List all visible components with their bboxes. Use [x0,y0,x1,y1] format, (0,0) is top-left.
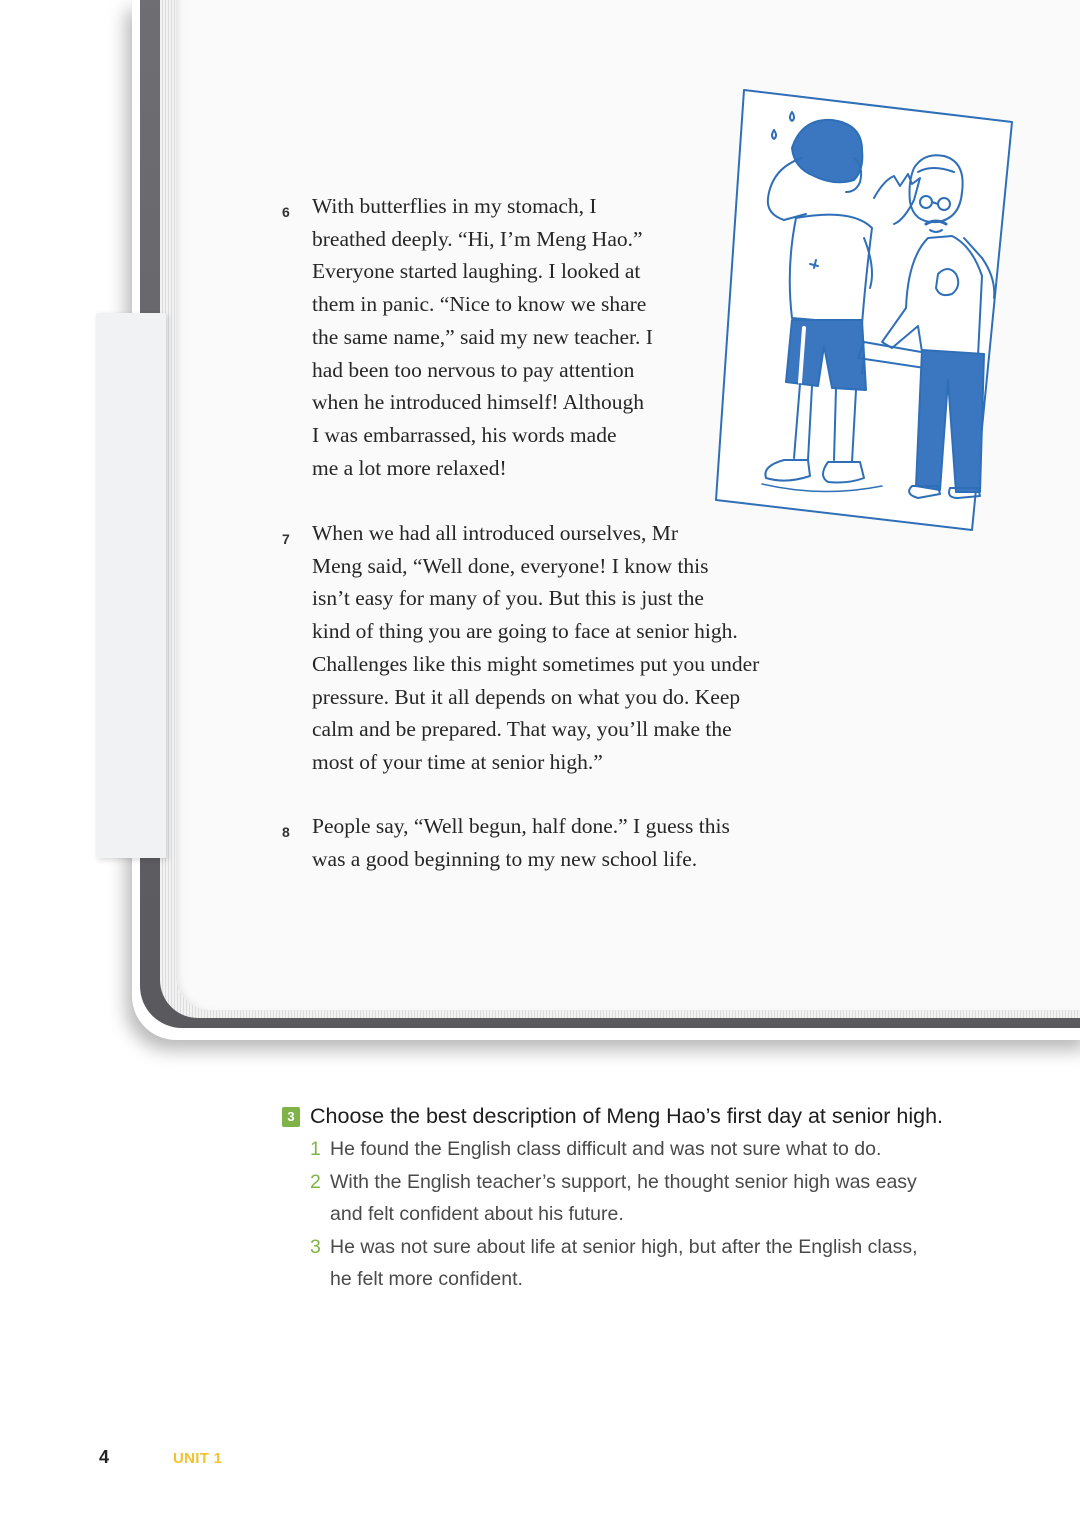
paragraph-text: People say, “Well begun, half done.” I guess this was a good beginning to my new school life. [312,814,730,871]
paragraph-text: When we had all introduced ourselves, Mr Meng said, “Well done, everyone! I know this isn’t easy for many of you. But this is just the kind of thing you are going to face at senior high. Challenges like this might sometimes put you under pressure. But it all depends on what you do. Keep calm and be prepared. That way, you’ll make the most of your time at senior high.” [312,521,760,774]
paragraph-7 [282,517,759,779]
option-text: With the English teacher’s support, he thought senior high was easy and felt confident about his future. [330,1170,917,1225]
exercise-header [282,1104,1042,1129]
option-text: He found the English class difficult and was not sure what to do. [330,1138,882,1160]
sketch-illustration-icon [714,88,1014,532]
exercise-option-1 [310,1133,1042,1166]
exercise-instruction: Choose the best description of Meng Hao’s first day at senior high. [310,1104,944,1128]
option-text: He was not sure about life at senior high, but after the English class, he felt more confident. [330,1235,918,1290]
exercise-option-3 [310,1231,1042,1296]
exercise-3 [282,1104,1042,1296]
option-number: 3 [310,1235,321,1258]
option-number: 1 [310,1138,321,1160]
paragraph-text: With butterflies in my stomach, I breathed deeply. “Hi, I’m Meng Hao.” Everyone started laughing. I looked at them in panic. “Nice to know we share the same name,” said my new teacher. I had been too nervous to pay attention when he introduced himself! Although I was embarrassed, his words made me a lot more relaxed! [312,194,653,480]
paragraph-number: 8 [282,824,290,840]
paragraph-number: 6 [282,204,290,220]
option-number: 2 [310,1170,321,1193]
exercise-number-badge: 3 [282,1107,300,1127]
unit-label: UNIT 1 [173,1450,223,1467]
paragraph-8 [282,810,730,875]
paragraph-6 [282,190,653,484]
page-number: 4 [99,1447,110,1467]
exercise-options [310,1133,1042,1296]
paragraph-number: 7 [282,531,290,547]
bookmark-tab [96,313,166,858]
exercise-option-2 [310,1166,1042,1231]
